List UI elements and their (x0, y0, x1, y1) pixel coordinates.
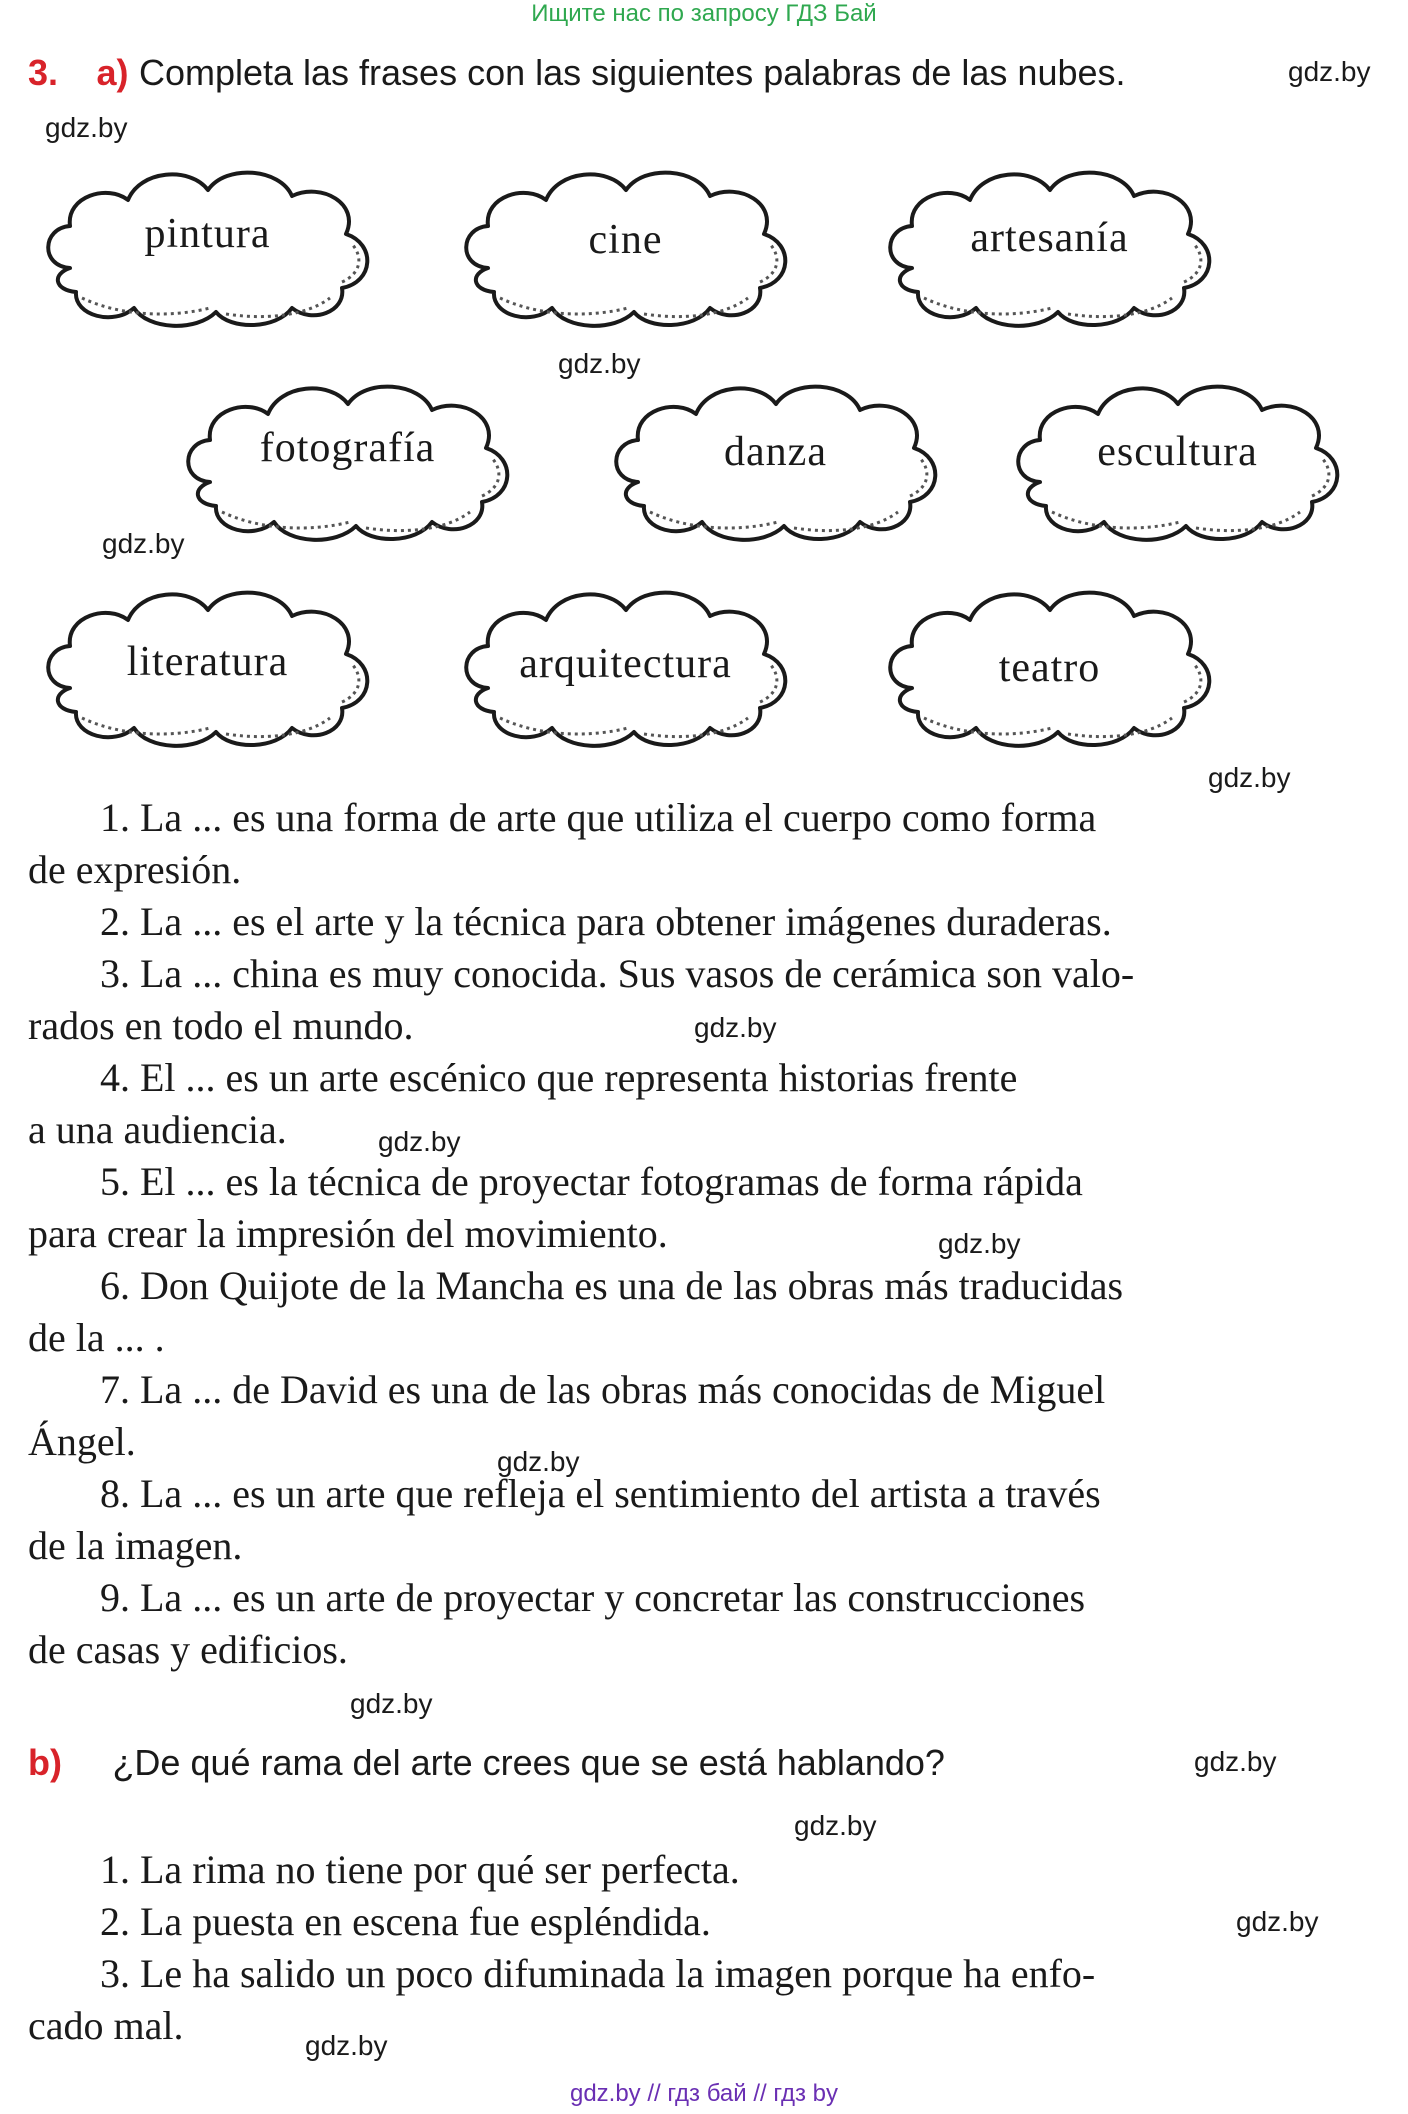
sentence-line: 7. La ... de David es una de las obras más conocidas de Miguel (100, 1367, 1106, 1412)
cloud-word: cine (588, 217, 663, 263)
part-a-label: a) (96, 52, 129, 93)
sentence-line: de casas y edificios. (28, 1627, 348, 1672)
part-b-label: b) (28, 1742, 62, 1783)
watermark: gdz.by (45, 112, 128, 143)
watermark: gdz.by (1194, 1746, 1277, 1777)
part-a-instruction: Completa las frases con las siguientes palabras de las nubes. (138, 52, 1126, 93)
sentence-line: 4. El ... es un arte escénico que representa historias frente (100, 1055, 1018, 1100)
cloud-word: pintura (144, 211, 271, 257)
cloud-word: arquitectura (519, 641, 732, 687)
cloud-word: artesanía (970, 215, 1129, 261)
watermark: gdz.by (378, 1126, 461, 1157)
sentence-line: 1. La rima no tiene por qué ser perfecta. (100, 1847, 740, 1892)
watermark: gdz.by (1236, 1906, 1319, 1937)
sentence-line: cado mal. (28, 2003, 184, 2048)
word-cloud (170, 362, 525, 547)
watermark: gdz.by (938, 1228, 1021, 1259)
sentence-line: 3. La ... china es muy conocida. Sus vasos de cerámica son valo- (100, 951, 1135, 996)
cloud-word: literatura (126, 639, 289, 685)
sentence-line: 9. La ... es un arte de proyectar y concretar las construcciones (100, 1575, 1086, 1620)
footer-links[interactable]: gdz.by // гдз бай // гдз by (569, 2080, 839, 2107)
task-header (28, 52, 1126, 94)
sentence-line: para crear la impresión del movimiento. (28, 1211, 668, 1256)
word-cloud (1000, 362, 1355, 547)
sentence-line: 2. La puesta en escena fue espléndida. (100, 1899, 711, 1944)
cloud-word: fotografía (259, 425, 436, 471)
watermark: gdz.by (1288, 56, 1371, 87)
sentence-line: de la imagen. (28, 1523, 243, 1568)
watermark: gdz.by (305, 2030, 388, 2061)
watermark: gdz.by (694, 1012, 777, 1043)
word-cloud (448, 568, 803, 753)
sentence-line: de la ... . (28, 1315, 165, 1360)
watermark: gdz.by (558, 348, 641, 379)
part-b-header (28, 1742, 945, 1784)
sentence-line: rados en todo el mundo. (28, 1003, 414, 1048)
sentence-line: de expresión. (28, 847, 242, 892)
task-number: 3. (28, 52, 59, 93)
watermark: gdz.by (794, 1810, 877, 1841)
sentence-line: 1. La ... es una forma de arte que utiliza el cuerpo como forma (100, 795, 1097, 840)
sentence-line: 3. Le ha salido un poco difuminada la imagen porque ha enfo- (100, 1951, 1096, 1996)
watermark: gdz.by (102, 528, 185, 559)
watermark: gdz.by (350, 1688, 433, 1719)
sentence-line: 5. El ... es la técnica de proyectar fotogramas de forma rápida (100, 1159, 1083, 1204)
sentence-line: a una audiencia. (28, 1107, 287, 1152)
cloud-word: teatro (998, 645, 1101, 691)
word-cloud (30, 568, 385, 753)
cloud-word: danza (724, 429, 827, 475)
word-cloud (30, 148, 385, 333)
sentence-line: Ángel. (28, 1419, 136, 1464)
top-banner[interactable]: Ищите нас по запросу ГДЗ Бай (531, 0, 877, 27)
sentence-line: 2. La ... es el arte y la técnica para obtener imágenes duraderas. (100, 899, 1112, 944)
word-cloud (872, 148, 1227, 333)
watermark: gdz.by (497, 1446, 580, 1477)
sentence-line: 8. La ... es un arte que refleja el sentimiento del artista a través (100, 1471, 1101, 1516)
word-cloud (448, 148, 803, 333)
cloud-word: escultura (1097, 429, 1258, 475)
part-b-instruction: ¿De qué rama del arte crees que se está hablando? (112, 1742, 945, 1783)
word-cloud (598, 362, 953, 547)
word-cloud (872, 568, 1227, 753)
watermark: gdz.by (1208, 762, 1291, 793)
sentence-line: 6. Don Quijote de la Mancha es una de las obras más traducidas (100, 1263, 1124, 1308)
